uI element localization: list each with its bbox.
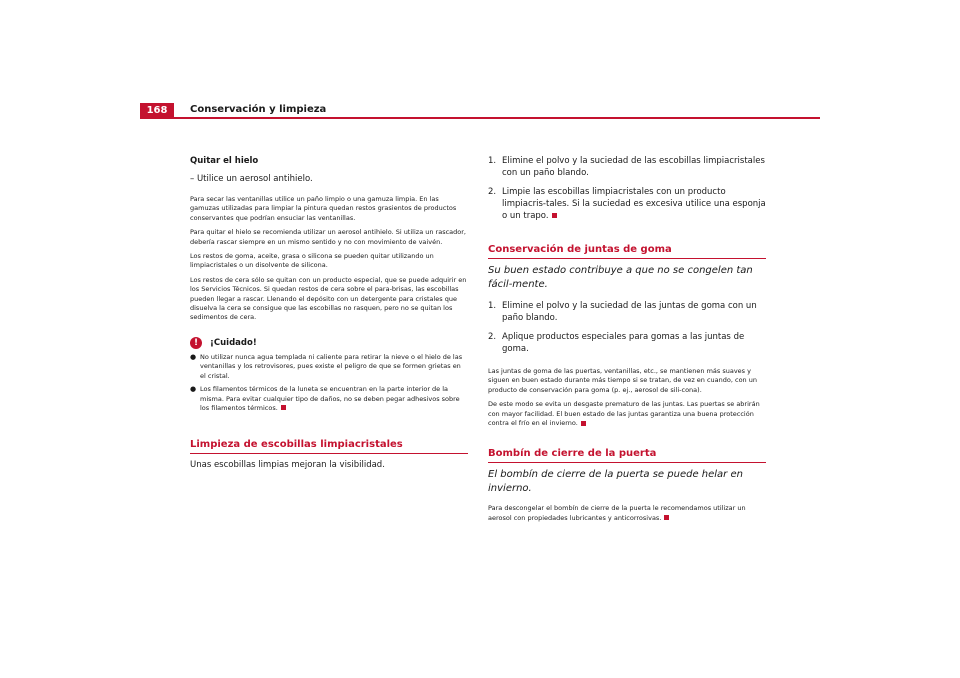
end-mark-icon: [664, 515, 669, 520]
end-mark-icon: [281, 405, 286, 410]
warning-box: [190, 337, 468, 413]
wipers-intro: Unas escobillas limpias mejoran la visibilidad.: [190, 460, 385, 471]
paragraph: Para descongelar el bombín de cierre de la puerta le recomendamos utilizar un aerosol con propiedades lubricantes y anticorrosivas.: [488, 504, 746, 522]
paragraph: De este modo se evita un desgaste prematuro de las juntas. Las puertas se abrirán con mayor facilidad. El buen estado de las juntas garantiza una buena protección contra el frío en el invierno.: [488, 400, 760, 428]
left-column: [190, 155, 468, 471]
right-column: [488, 155, 766, 528]
paragraph: Las juntas de goma de las puertas, ventanillas, etc., se mantienen más suaves y siguen en buen estado durante más tiempo si se tratan, de vez en cuando, con un producto de conservación para goma (p. ej., aerosol de sili-cona).: [488, 367, 757, 394]
seals-step: 2. Aplique productos especiales para gomas a las juntas de goma.: [488, 332, 745, 354]
end-mark-icon: [581, 421, 586, 426]
seals-section-title: Conservación de juntas de goma: [488, 244, 766, 259]
seals-subtitle: Su buen estado contribuye a que no se congelen tan fácil-mente.: [488, 265, 753, 290]
end-mark-icon: [552, 213, 557, 218]
chapter-title: Conservación y limpieza: [190, 104, 327, 115]
paragraph: Los restos de cera sólo se quitan con un producto especial, que se puede adquirir en los Servicios Técnicos. Si quedan restos de cera sobre el para-brisas, las escobillas pueden llegar a rascar. Llenando el depósito con un detergente para cristales que disuelva la cera se consigue que las escobillas no rasquen, pero no se quitan los sedimentos de cera.: [190, 275, 467, 322]
seals-step: 1. Elimine el polvo y la suciedad de las juntas de goma con un paño blando.: [488, 301, 757, 323]
ice-title: Quitar el hielo: [190, 156, 259, 166]
paragraph: Para secar las ventanillas utilice un paño limpio o una gamuza limpia. En las gamuzas utilizadas para limpiar la pintura quedan restos grasientos de productos conservantes que podrían ensuciar las ventanillas.: [190, 195, 457, 222]
wiper-step: 2. Limpie las escobillas limpiacristales con un producto limpiacris-tales. Si la suciedad es excesiva utilice una esponja o un trapo.: [488, 187, 766, 221]
warning-text: No utilizar nunca agua templada ni caliente para retirar la nieve o el hielo de las ventanillas y los retrovisores, pues existe el peligro de que se formen grietas en el cristal.: [200, 352, 463, 380]
bullet-icon: ●: [190, 385, 197, 394]
lock-subtitle: El bombín de cierre de la puerta se puede helar en invierno.: [488, 469, 743, 495]
warning-text: Los filamentos térmicos de la luneta se encuentran en la parte interior de la misma. Para evitar cualquier tipo de daños, no se deben pegar adhesivos sobre los filamentos térmicos.: [200, 385, 460, 412]
header-rule: [140, 117, 820, 119]
warning-icon: !: [190, 337, 202, 349]
paragraph: Para quitar el hielo se recomienda utilizar un aerosol antihielo. Si utiliza un rascador, debería rascar siempre en un mismo sentido y no con movimiento de vaivén.: [190, 228, 466, 246]
warning-header: [190, 337, 468, 349]
warning-bullet: [190, 353, 468, 381]
wipers-section-title: Limpieza de escobillas limpiacristales: [190, 439, 468, 454]
wiper-step: 1. Elimine el polvo y la suciedad de las escobillas limpiacristales con un paño blando.: [488, 156, 765, 178]
ice-bullet: – Utilice un aerosol antihielo.: [190, 174, 313, 184]
warning-title: ¡Cuidado!: [210, 337, 257, 348]
paragraph: Los restos de goma, aceite, grasa o silicona se pueden quitar utilizando un limpiacristales o un disolvente de silicona.: [190, 252, 434, 270]
lock-section-title: Bombín de cierre de la puerta: [488, 448, 766, 463]
page-number: 168: [140, 103, 174, 119]
bullet-icon: ●: [190, 352, 197, 361]
warning-bullet: [190, 385, 468, 413]
